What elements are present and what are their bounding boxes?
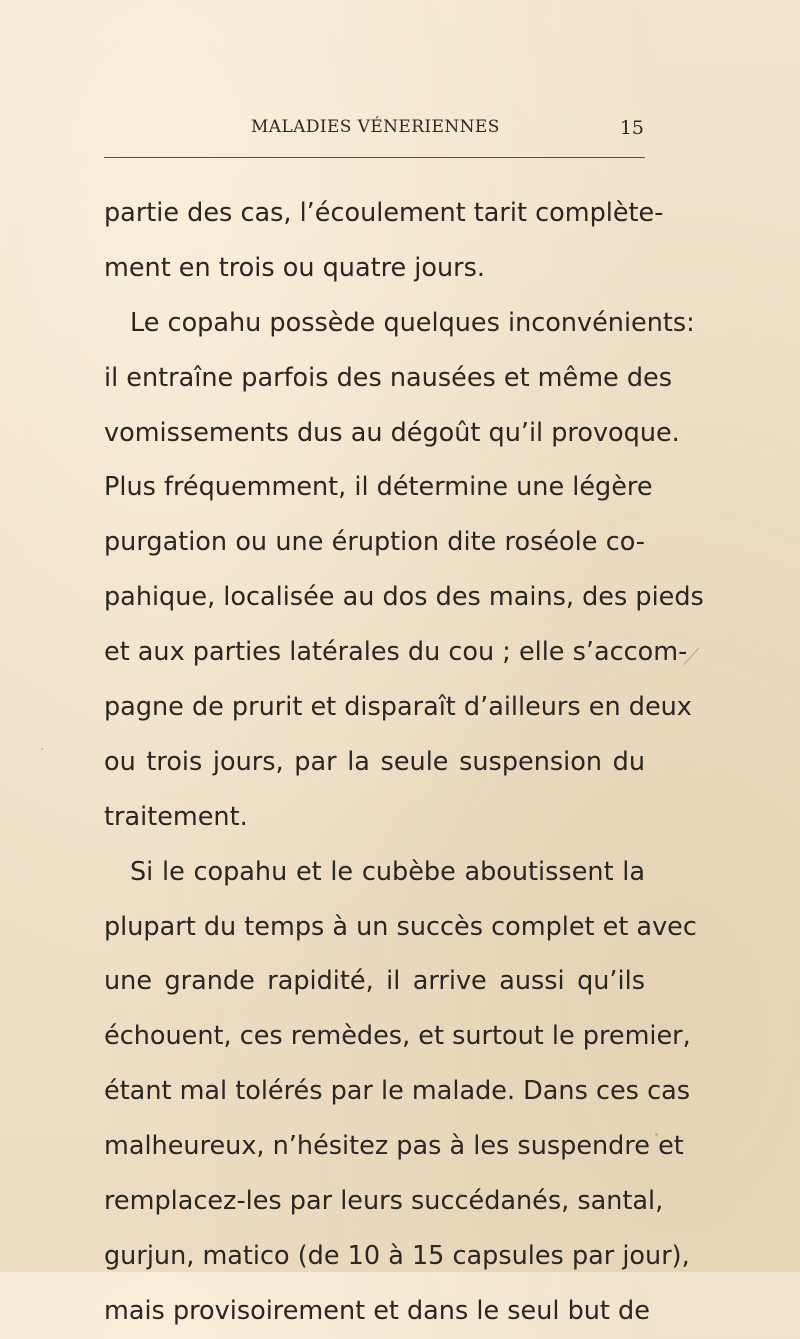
text-line: mais provisoirement et dans le seul but de: [104, 1295, 650, 1326]
text-line: vomissements dus au dégoût qu’il provoque.: [104, 417, 680, 448]
page-number: 15: [619, 117, 644, 139]
text-line: pahique, localisée au dos des mains, des pieds: [104, 582, 704, 613]
text-line: Si le copahu et le cubèbe aboutissent la: [130, 856, 645, 887]
text-line: il entraîne parfois des nausées et même des: [104, 362, 673, 393]
text-line: partie des cas, l’écoulement tarit complète-: [104, 198, 664, 228]
paper-speck: [655, 1133, 658, 1136]
text-line: et aux parties latérales du cou ; elle s’accom-: [104, 637, 688, 668]
text-line: remplacez-les par leurs succédanés, santal,: [104, 1186, 664, 1217]
text-line: une grande rapidité, il arrive aussi qu’ils: [104, 966, 645, 997]
running-head: [104, 117, 656, 145]
text-line: ment en trois ou quatre jours.: [104, 252, 486, 283]
paper-speck: [459, 1193, 461, 1197]
text-line: échouent, ces remèdes, et surtout le premier,: [104, 1021, 691, 1052]
text-line: étant mal tolérés par le malade. Dans ces cas: [104, 1076, 691, 1107]
text-line: malheureux, n’hésitez pas à les suspendre et: [104, 1131, 684, 1162]
body-text: [104, 186, 704, 1339]
text-line: Le copahu possède quelques inconvénients:: [130, 307, 695, 338]
text-line: plupart du temps à un succès complet et avec: [104, 911, 697, 942]
text-line: ou trois jours, par la seule suspension du: [104, 746, 645, 777]
text-line: purgation ou une éruption dite roséole co-: [104, 527, 645, 558]
text-line: Plus fréquemment, il détermine une légère: [104, 472, 653, 503]
paper-speck: [41, 748, 43, 750]
text-line: pagne de prurit et disparaît d’ailleurs en deux: [104, 692, 692, 723]
header-rule: [104, 157, 645, 158]
text-line: gurjun, matico (de 10 à 15 capsules par jour),: [104, 1240, 690, 1271]
running-title: MALADIES VÉNERIENNES: [251, 117, 500, 137]
text-line: traitement.: [104, 801, 248, 832]
